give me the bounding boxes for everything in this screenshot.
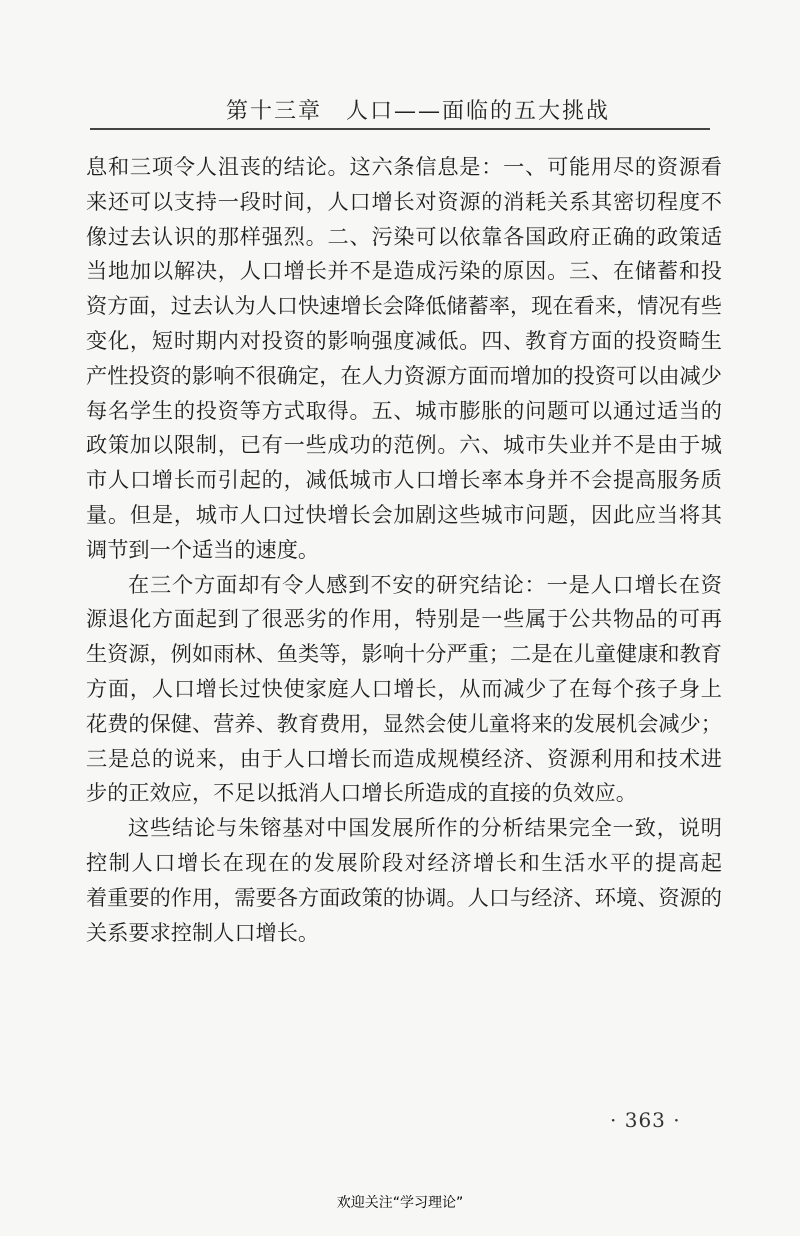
header-rule <box>90 128 710 130</box>
text-line: 市人口增长而引起的，减低城市人口增长率本身并不会提高服务质 <box>86 467 722 493</box>
text-line: 源退化方面起到了很恶劣的作用，特别是一些属于公共物品的可再 <box>86 606 722 632</box>
text-line: 生资源，例如雨林、鱼类等，影响十分严重；二是在儿童健康和教育 <box>86 641 722 667</box>
chapter-title: 第十三章 人口——面临的五大挑战 <box>225 99 610 124</box>
text-line: 花费的保健、营养、教育费用，显然会使儿童将来的发展机会减少； <box>86 710 722 736</box>
text-line: 每名学生的投资等方式取得。五、城市膨胀的问题可以通过适当的 <box>86 397 722 423</box>
page-number: · 363 · <box>610 1108 681 1132</box>
footer-note: 欢迎关注“学习理论” <box>336 1195 464 1211</box>
text-line: 来还可以支持一段时间，人口增长对资源的消耗关系其密切程度不 <box>86 188 722 214</box>
text-line: 调节到一个适当的速度。 <box>86 536 320 562</box>
text-line: 变化，短时期内对投资的影响强度减低。四、教育方面的投资畸生 <box>86 327 722 353</box>
text-line: 息和三项令人沮丧的结论。这六条信息是：一、可能用尽的资源看 <box>86 154 722 179</box>
text-line: 量。但是，城市人口过快增长会加剧这些城市问题，因此应当将其 <box>86 501 722 527</box>
text-line: 方面，人口增长过快使家庭人口增长，从而减少了在每个孩子身上 <box>86 675 722 701</box>
text-line: 三是总的说来，由于人口增长而造成规模经济、资源利用和技术进 <box>86 745 722 771</box>
body-text <box>86 150 722 950</box>
text-line: 政策加以限制，已有一些成功的范例。六、城市失业并不是由于城 <box>86 432 722 458</box>
text-line: 像过去认识的那样强烈。二、污染可以依靠各国政府正确的政策适 <box>86 223 722 249</box>
running-header <box>90 90 710 130</box>
text-line: 这些结论与朱镕基对中国发展所作的分析结果完全一致，说明 <box>128 815 722 841</box>
paragraph <box>86 150 722 568</box>
text-line: 产性投资的影响不很确定，在人力资源方面而增加的投资可以由减少 <box>86 362 722 388</box>
text-line: 关系要求控制人口增长。 <box>86 919 320 945</box>
text-line: 当地加以解决，人口增长并不是造成污染的原因。三、在储蓄和投 <box>86 258 722 284</box>
text-line: 着重要的作用，需要各方面政策的协调。人口与经济、环境、资源的 <box>86 884 722 910</box>
text-line: 在三个方面却有令人感到不安的研究结论：一是人口增长在资 <box>128 571 722 597</box>
paragraph <box>86 568 722 812</box>
text-line: 资方面，过去认为人口快速增长会降低储蓄率，现在看来，情况有些 <box>86 293 722 319</box>
text-line: 控制人口增长在现在的发展阶段对经济增长和生活水平的提高起 <box>86 849 722 875</box>
paragraph <box>86 811 722 950</box>
text-line: 步的正效应，不足以抵消人口增长所造成的直接的负效应。 <box>86 780 637 806</box>
